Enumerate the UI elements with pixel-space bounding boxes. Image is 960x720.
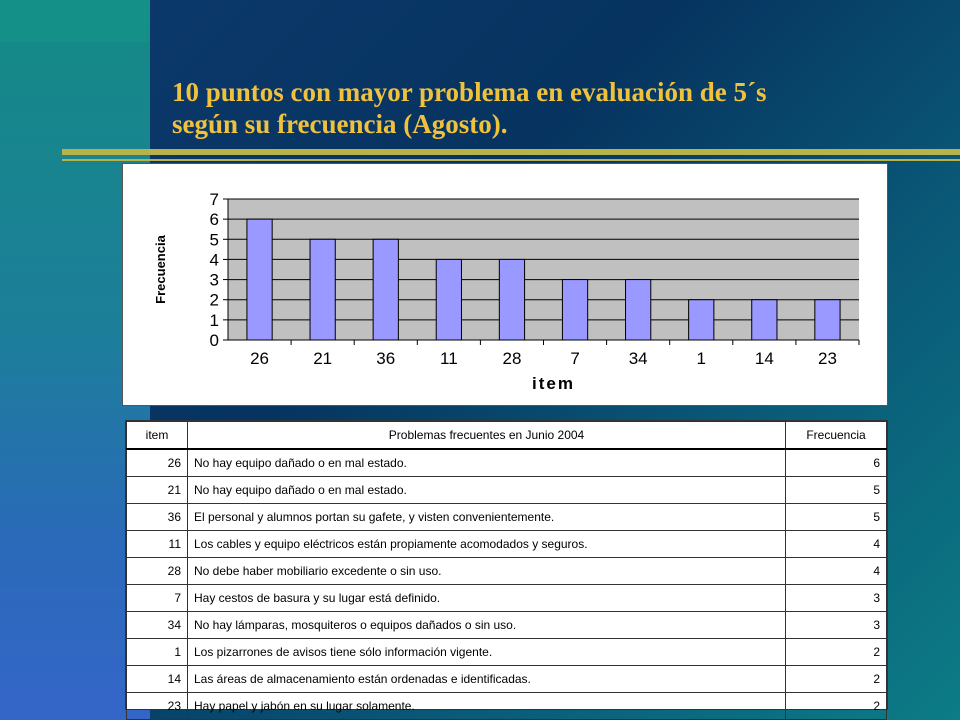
slide-title-line2: según su frecuencia (Agosto). (172, 109, 508, 139)
bar (689, 300, 714, 340)
x-tick-label: 14 (754, 349, 774, 368)
x-tick-label: 1 (696, 349, 706, 368)
x-axis-title: item (532, 374, 575, 393)
table-row (127, 693, 887, 720)
y-tick-label: 3 (209, 270, 219, 290)
y-tick-label: 1 (209, 310, 219, 330)
y-tick-label: 0 (209, 331, 219, 350)
title-rule-thin (62, 159, 960, 161)
cell-frequency: 3 (786, 612, 887, 639)
cell-item: 21 (127, 477, 188, 504)
x-tick-label: 21 (313, 349, 333, 368)
problems-table (126, 421, 887, 720)
y-tick-label: 5 (209, 230, 219, 250)
cell-item: 14 (127, 666, 188, 693)
cell-item: 23 (127, 693, 188, 720)
y-axis-title: Frecuencia (153, 235, 168, 304)
bar (373, 239, 398, 340)
bar (562, 280, 587, 340)
cell-frequency: 4 (786, 558, 887, 585)
table-row (127, 666, 887, 693)
bar (310, 239, 335, 340)
bar (499, 259, 524, 340)
y-tick-label: 4 (209, 250, 219, 270)
cell-problem: El personal y alumnos portan su gafete, y visten convenientemente. (188, 504, 786, 531)
cell-item: 11 (127, 531, 188, 558)
cell-problem: Los cables y equipo eléctricos están propiamente acomodados y seguros. (188, 531, 786, 558)
cell-problem: No hay equipo dañado o en mal estado. (188, 449, 786, 477)
y-tick-label: 7 (209, 190, 219, 209)
bar-chart-panel (122, 163, 888, 406)
table-row (127, 531, 887, 558)
bar (626, 280, 651, 340)
table-row (127, 639, 887, 666)
cell-item: 28 (127, 558, 188, 585)
cell-problem: Hay cestos de basura y su lugar está definido. (188, 585, 786, 612)
x-tick-label: 23 (817, 349, 837, 368)
cell-item: 34 (127, 612, 188, 639)
table-header-row (127, 422, 887, 450)
title-rule-thick (62, 149, 960, 155)
x-tick-label: 26 (250, 349, 270, 368)
table-row (127, 477, 887, 504)
header-item: item (127, 422, 188, 450)
cell-frequency: 6 (786, 449, 887, 477)
slide-title (172, 76, 932, 140)
bar (247, 219, 272, 340)
cell-frequency: 5 (786, 504, 887, 531)
cell-item: 7 (127, 585, 188, 612)
bar (815, 300, 840, 340)
x-tick-label: 34 (628, 349, 648, 368)
cell-frequency: 2 (786, 666, 887, 693)
table-row (127, 612, 887, 639)
x-tick-label: 7 (570, 349, 580, 368)
x-tick-label: 36 (376, 349, 396, 368)
table-row (127, 449, 887, 477)
cell-problem: No hay lámparas, mosquiteros o equipos dañados o sin uso. (188, 612, 786, 639)
bar-chart (123, 164, 887, 405)
header-problem: Problemas frecuentes en Junio 2004 (188, 422, 786, 450)
bar (436, 259, 461, 340)
cell-item: 1 (127, 639, 188, 666)
table-row (127, 504, 887, 531)
cell-problem: Las áreas de almacenamiento están ordenadas e identificadas. (188, 666, 786, 693)
header-frequency: Frecuencia (786, 422, 887, 450)
cell-item: 36 (127, 504, 188, 531)
cell-frequency: 3 (786, 585, 887, 612)
left-band-top-block (0, 0, 150, 42)
x-tick-label: 11 (440, 349, 458, 368)
cell-frequency: 2 (786, 639, 887, 666)
cell-frequency: 2 (786, 693, 887, 720)
y-tick-label: 2 (209, 290, 219, 310)
table-row (127, 585, 887, 612)
cell-problem: No hay equipo dañado o en mal estado. (188, 477, 786, 504)
bar (752, 300, 777, 340)
cell-problem: Hay papel y jabón en su lugar solamente. (188, 693, 786, 720)
cell-frequency: 5 (786, 477, 887, 504)
cell-item: 26 (127, 449, 188, 477)
problems-table-panel (125, 420, 888, 713)
x-tick-label: 28 (502, 349, 522, 368)
cell-problem: No debe haber mobiliario excedente o sin uso. (188, 558, 786, 585)
slide-title-line1: 10 puntos con mayor problema en evaluación de 5´s (172, 77, 767, 107)
y-tick-label: 6 (209, 210, 219, 230)
table-row (127, 558, 887, 585)
cell-frequency: 4 (786, 531, 887, 558)
cell-problem: Los pizarrones de avisos tiene sólo información vigente. (188, 639, 786, 666)
